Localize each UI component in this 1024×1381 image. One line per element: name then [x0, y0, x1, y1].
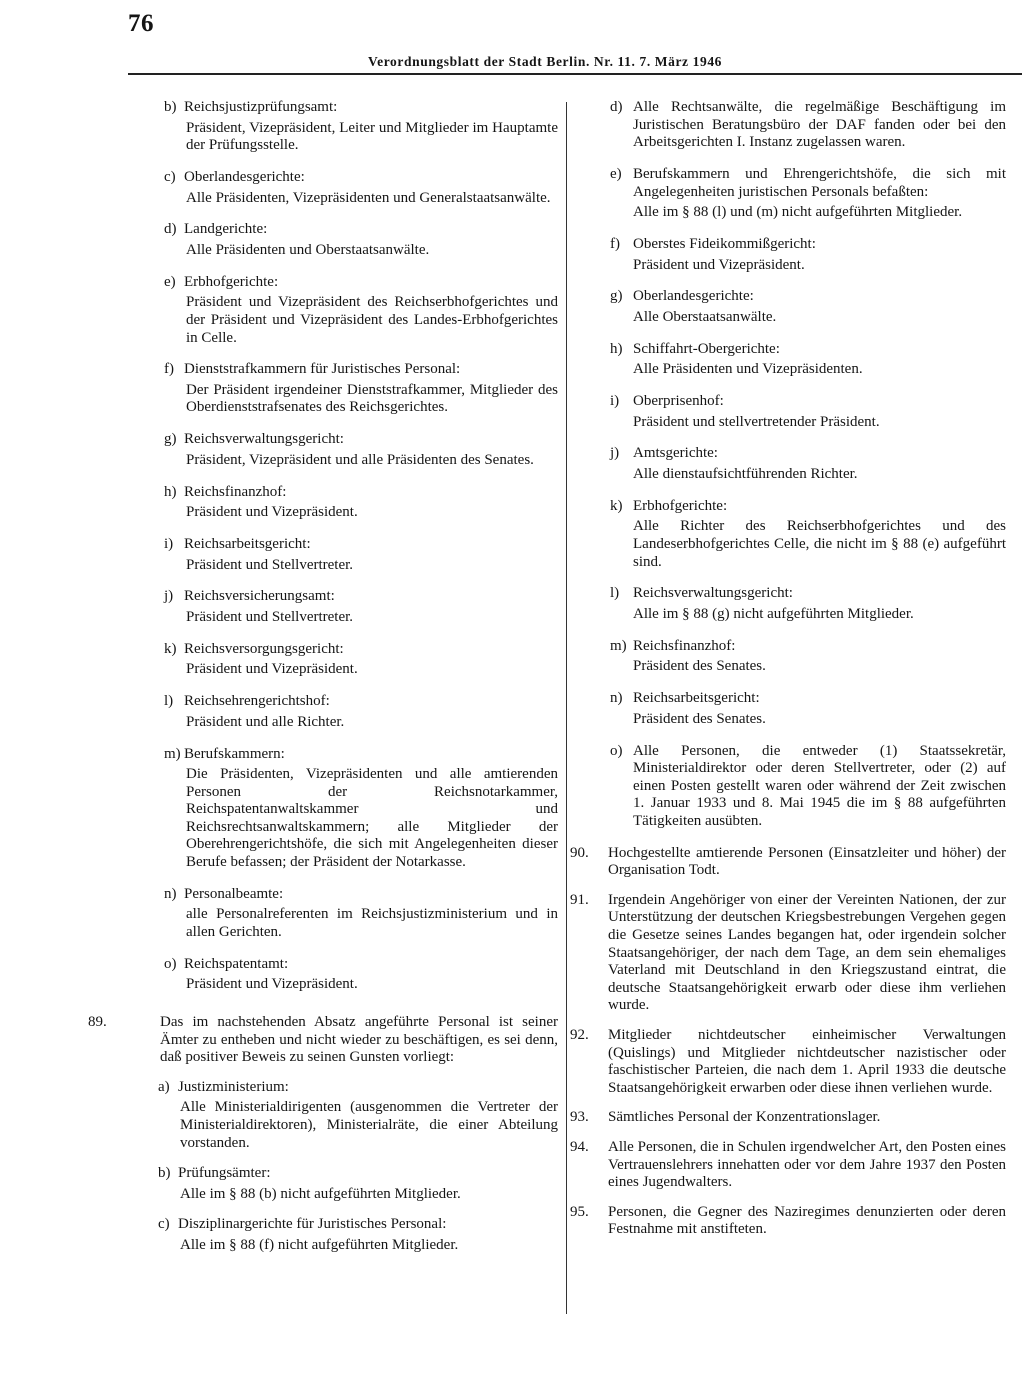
list-item — [120, 1216, 558, 1254]
item-label: c) — [158, 1216, 170, 1233]
page-number: 76 — [128, 10, 154, 37]
section-number: 91. — [570, 891, 589, 908]
item-title: Oberstes Fideikommißgericht: — [633, 235, 816, 252]
running-header: Verordnungsblatt der Stadt Berlin. Nr. 11. 7. März 1946 — [368, 54, 723, 69]
item-label: k) — [610, 497, 623, 514]
item-body: Präsident und Vizepräsident des Reichserbhofgerichtes und der Präsident und Vizepräsident des Landes-Erbhofgerichtes in Celle. — [186, 294, 558, 346]
item-title: Landgerichte: — [184, 221, 268, 238]
list-item — [570, 288, 1006, 326]
item-title: Amtsgerichte: — [633, 445, 718, 462]
list-item — [570, 393, 1006, 431]
item-title: Reichsversicherungsamt: — [184, 588, 335, 605]
list-item — [120, 641, 558, 679]
section-number: 92. — [570, 1027, 589, 1043]
section-number: 89. — [88, 1014, 107, 1030]
header-rule — [128, 73, 1022, 75]
list-item — [120, 274, 558, 347]
list-item — [570, 743, 1006, 831]
list-item — [120, 588, 558, 626]
list-item — [120, 956, 558, 994]
item-body: Präsident, Vizepräsident und alle Präsidenten des Senates. — [186, 451, 534, 468]
item-title: Oberprisenhof: — [633, 393, 724, 410]
list-item — [120, 361, 558, 417]
item-label: e) — [610, 165, 622, 182]
right-column — [570, 99, 1006, 1251]
list-item — [570, 585, 1006, 623]
item-title: Prüfungsämter: — [178, 1165, 271, 1182]
item-body: Alle dienstaufsichtführenden Richter. — [633, 466, 858, 483]
item-body: alle Personalreferenten im Reichsjustizministerium und in allen Gerichten. — [186, 906, 558, 941]
section-text: Das im nachstehenden Absatz angeführte Personal ist seiner Ämter zu entheben und nicht wieder zu beschäftigen, es sei denn, daß positiver Beweis zu seinen Gunsten vorliegt: — [160, 1014, 558, 1066]
item-body: Der Präsident irgendeiner Dienststrafkammer, Mitglieder des Oberdienststrafsenates des Reichsgerichtes. — [186, 381, 558, 416]
item-label: c) — [164, 168, 176, 185]
item-body: Alle Oberstaatsanwälte. — [633, 308, 777, 325]
item-title: Reichsarbeitsgericht: — [633, 690, 760, 707]
section-number: 93. — [570, 1109, 589, 1126]
item-label: g) — [164, 431, 177, 448]
item-title: Oberlandesgerichte: — [633, 288, 754, 305]
section-89 — [88, 1014, 558, 1255]
section-number: 90. — [570, 844, 589, 861]
item-body: Alle Rechtsanwälte, die regelmäßige Beschäftigung im Juristischen Beratungsbüro der DAF fanden oder bei den Arbeitsgerichten I. Instanz zugelassen waren. — [633, 99, 1006, 151]
item-label: j) — [164, 588, 174, 605]
item-title: Schiffahrt-Obergerichte: — [633, 340, 780, 357]
item-title: Oberlandesgerichte: — [184, 168, 305, 185]
item-label: b) — [164, 99, 177, 115]
item-label: o) — [164, 955, 177, 972]
item-body: Präsident und Vizepräsident. — [633, 256, 805, 273]
item-label: l) — [164, 693, 174, 710]
item-title: Reichsfinanzhof: — [633, 637, 736, 654]
item-body: Alle Ministerialdirigenten (ausgenommen die Vertreter der Ministerialdirektoren), Ministerialräte, die einer Abteilung vorstanden. — [180, 1099, 558, 1151]
item-label: a) — [158, 1078, 170, 1095]
item-label: m) — [610, 637, 627, 654]
item-label: i) — [164, 536, 174, 552]
list-item — [120, 536, 558, 574]
item-body: Alle Personen, die entweder (1) Staatssekretär, Ministerialdirektor oder deren Stellvertreter, oder (2) auf einen Posten gestellt waren oder während der Zeit zwischen 1. Januar 1933 und 8. Mai 1945 die im § 88 aufgeführten Tätigkeiten ausübten. — [633, 742, 1006, 829]
item-body: Die Präsidenten, Vizepräsidenten und alle amtierenden Personen der Reichsnotarkammer, Reichspatentanwaltskammer und Reichsrechtsanwaltskammern; alle Mitglieder der Oberehrengerichtshöfe, die sich mit Angelegenheiten dieser Berufe befassen; der Präsident der Notarkasse. — [186, 766, 558, 871]
item-title: Reichsarbeitsgericht: — [184, 536, 311, 552]
item-label: h) — [164, 483, 177, 500]
item-label: d) — [610, 99, 623, 115]
item-title: Personalbeamte: — [184, 885, 284, 902]
section-text: Sämtliches Personal der Konzentrationslager. — [608, 1109, 881, 1126]
item-body: Alle Präsidenten und Vizepräsidenten. — [633, 361, 863, 378]
item-body: Präsident und alle Richter. — [186, 713, 345, 730]
item-label: b) — [158, 1165, 171, 1182]
item-title: Berufskammern und Ehrengerichtshöfe, die sich mit Angelegenheiten juristischen Personals befaßten: — [633, 165, 1006, 200]
section-95 — [570, 1204, 1006, 1239]
left-column — [88, 99, 558, 1268]
item-body: Präsident des Senates. — [633, 658, 766, 675]
list-item — [120, 99, 558, 155]
column-divider — [566, 102, 567, 1314]
item-body: Alle Richter des Reichserbhofgerichtes und des Landeserbhofgerichtes Celle, die nicht im § 88 (e) aufgeführt sind. — [633, 518, 1006, 570]
item-label: l) — [610, 585, 620, 602]
item-title: Berufskammern: — [184, 745, 285, 762]
item-body: Alle Präsidenten und Oberstaatsanwälte. — [186, 241, 430, 258]
list-item — [120, 1079, 558, 1152]
item-title: Reichspatentamt: — [184, 955, 289, 972]
list-item — [120, 693, 558, 731]
item-title: Reichsfinanzhof: — [184, 483, 287, 500]
item-title: Reichsverwaltungsgericht: — [184, 431, 344, 448]
item-body: Präsident und Stellvertreter. — [186, 608, 354, 625]
section-text: Hochgestellte amtierende Personen (Einsatzleiter und höher) der Organisation Todt. — [608, 844, 1006, 879]
list-item — [570, 236, 1006, 274]
item-title: Reichsversorgungsgericht: — [184, 640, 344, 657]
section-93 — [570, 1109, 1006, 1127]
item-body: Alle im § 88 (g) nicht aufgeführten Mitglieder. — [633, 605, 914, 622]
list-item — [570, 445, 1006, 483]
item-label: m) — [164, 745, 181, 762]
section-text: Irgendein Angehöriger von einer der Vereinten Nationen, der zur Unterstützung der deutschen Kriegsbestrebungen Vergehen gegen die Gesetze seines Landes begangen hat, oder irgendein solcher Staatsangehöriger, der nach dem Tage, an dem sein ehemaliges Vaterland mit Deutschland in den Kriegszustand eintrat, die deutsche Staatsangehörigkeit erwarb oder diese ihm verliehen wurde. — [608, 891, 1006, 1014]
item-label: g) — [610, 288, 623, 305]
section-number: 94. — [570, 1138, 589, 1155]
item-body: Präsident und Vizepräsident. — [186, 976, 358, 993]
item-label: e) — [164, 273, 176, 290]
item-body: Alle im § 88 (f) nicht aufgeführten Mitglieder. — [180, 1236, 459, 1253]
list-item — [120, 746, 558, 872]
item-title: Dienststrafkammern für Juristisches Personal: — [184, 361, 461, 378]
list-item — [570, 341, 1006, 379]
item-body: Präsident und Stellvertreter. — [186, 556, 354, 573]
list-item — [120, 484, 558, 522]
item-title: Reichsjustizprüfungsamt: — [184, 99, 338, 115]
list-item — [570, 638, 1006, 676]
section-text: Mitglieder nichtdeutscher einheimischer Verwaltungen (Quislings) und Mitglieder nichtdeutscher nazistischer oder faschistischer Parteien, die nach dem 1. April 1933 die deutsche Staatsangehörigkeit erwarben oder diese ihnen verliehen wurde. — [608, 1027, 1006, 1096]
item-label: f) — [164, 361, 174, 378]
list-item — [120, 886, 558, 942]
item-title: Erbhofgerichte: — [633, 497, 728, 514]
item-label: d) — [164, 221, 177, 238]
item-label: j) — [610, 445, 620, 462]
section-92 — [570, 1027, 1006, 1097]
section-90 — [570, 845, 1006, 880]
list-item — [120, 431, 558, 469]
list-item — [570, 166, 1006, 222]
section-text: Alle Personen, die in Schulen irgendwelcher Art, den Posten eines Vertrauenslehrers innehatten oder vor dem Jahre 1937 den Posten eines Jugendwalters. — [608, 1138, 1006, 1191]
item-title: Disziplinargerichte für Juristisches Personal: — [178, 1216, 447, 1233]
section-text: Personen, die Gegner des Naziregimes denunzierten oder deren Festnahme mit anstifteten. — [608, 1203, 1006, 1238]
item-label: k) — [164, 640, 177, 657]
list-item — [570, 99, 1006, 152]
list-item — [570, 498, 1006, 571]
item-body: Präsident und stellvertretender Präsident. — [633, 413, 880, 430]
section-91 — [570, 892, 1006, 1015]
item-label: i) — [610, 393, 620, 410]
item-title: Reichsverwaltungsgericht: — [633, 585, 793, 602]
list-item — [120, 1165, 558, 1203]
item-body: Präsident und Vizepräsident. — [186, 661, 358, 678]
item-label: f) — [610, 235, 620, 252]
item-body: Präsident, Vizepräsident, Leiter und Mitglieder im Hauptamte der Prüfungsstelle. — [186, 119, 558, 154]
item-body: Alle im § 88 (l) und (m) nicht aufgeführten Mitglieder. — [633, 204, 963, 221]
item-body: Präsident des Senates. — [633, 710, 766, 727]
item-label: n) — [610, 690, 623, 707]
list-item — [570, 690, 1006, 728]
item-body: Präsident und Vizepräsident. — [186, 504, 358, 521]
item-label: n) — [164, 885, 177, 902]
item-title: Reichsehrengerichtshof: — [184, 693, 330, 710]
item-label: o) — [610, 742, 623, 759]
item-label: h) — [610, 340, 623, 357]
item-body: Alle im § 88 (b) nicht aufgeführten Mitglieder. — [180, 1185, 461, 1202]
item-body: Alle Präsidenten, Vizepräsidenten und Generalstaatsanwälte. — [186, 189, 551, 206]
item-title: Erbhofgerichte: — [184, 273, 279, 290]
section-94 — [570, 1139, 1006, 1192]
list-item — [120, 169, 558, 207]
item-title: Justizministerium: — [178, 1078, 289, 1095]
list-item — [120, 221, 558, 259]
section-number: 95. — [570, 1203, 589, 1220]
